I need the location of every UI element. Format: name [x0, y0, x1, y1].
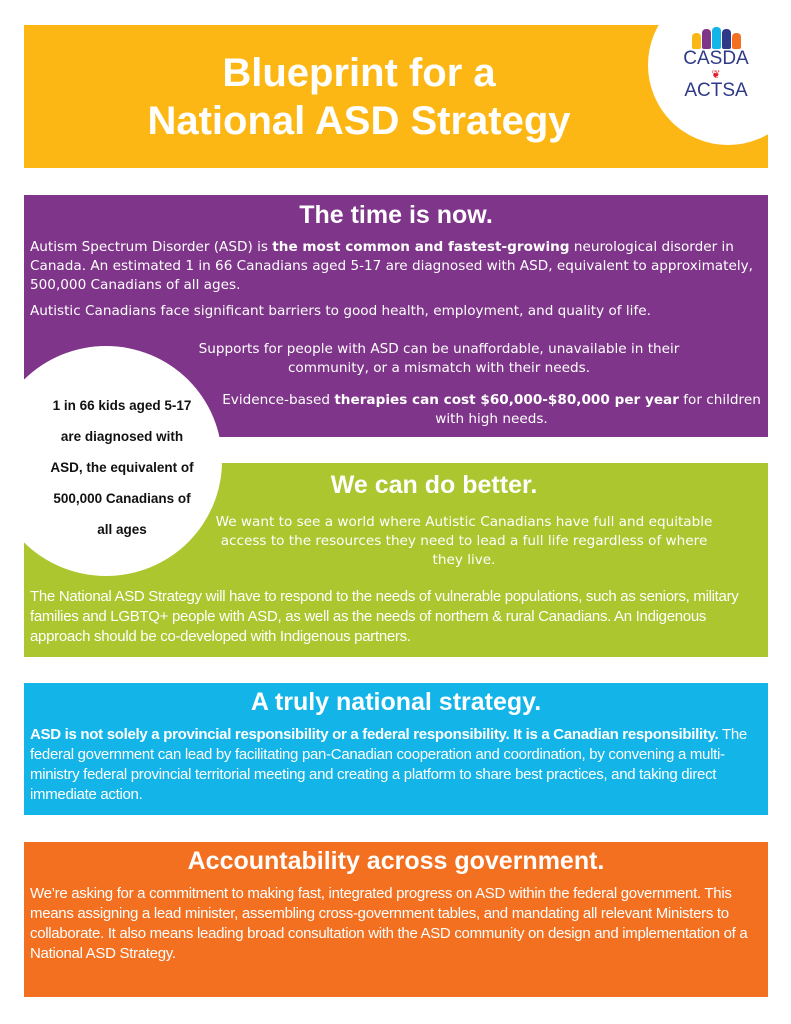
- paragraph: Supports for people with ASD can be unaffordable, unavailable in their community, or a mismatch with their needs.: [198, 341, 680, 376]
- paragraph: ASD is not solely a provincial responsibility or a federal responsibility. It is a Canadian responsibility. The federal government can lead by facilitating pan-Canadian cooperation and coordination, by convening a multi-ministry federal provincial territorial meeting and creating a platform to share best practices, and taking direct immediate action.: [30, 726, 747, 803]
- callout-text: 1 in 66 kids aged 5-17 are diagnosed with ASD, the equivalent of 500,000 Canadians of all ages: [50, 398, 194, 537]
- paragraph: The National ASD Strategy will have to respond to the needs of vulnerable populations, such as seniors, military families and LGBTQ+ people with ASD, as well as the needs of northern & rural Canadians. An Indigenous approach should be co-developed with Indigenous partners.: [30, 588, 739, 645]
- section-heading: A truly national strategy.: [250, 688, 542, 716]
- paragraph: We’re asking for a commitment to making fast, integrated progress on ASD within the federal government. This means assigning a lead minister, assembling cross-government tables, and mandating all relevant Ministers to collaborate. It also means leading broad consultation with the ASD community on design and implementation of a National ASD Strategy.: [30, 885, 748, 962]
- logo-text-casda: CASDA: [683, 48, 749, 69]
- title-line-1: Blueprint for a: [222, 51, 496, 95]
- section-national-strategy: [24, 683, 768, 815]
- section-heading: The time is now.: [299, 201, 493, 229]
- section-heading: We can do better.: [330, 471, 538, 499]
- people-icon: [666, 27, 766, 49]
- title-line-2: National ASD Strategy: [147, 99, 571, 143]
- page-margin: [0, 0, 24, 1024]
- header-banner: [24, 25, 768, 168]
- paragraph: We want to see a world where Autistic Canadians have full and equitable access to the resources they need to lead a full life regardless of where they live.: [215, 514, 713, 568]
- paragraph: Evidence-based therapies can cost $60,000-$80,000 per year for children with high needs.: [222, 392, 761, 427]
- section-heading: Accountability across government.: [187, 847, 605, 875]
- logo-text-actsa: ACTSA: [684, 80, 748, 101]
- page-title: [24, 49, 694, 145]
- paragraph: Autistic Canadians face significant barriers to good health, employment, and quality of life.: [30, 303, 651, 319]
- maple-leaf-icon: ❦: [711, 68, 721, 81]
- paragraph: Autism Spectrum Disorder (ASD) is the most common and fastest-growing neurological disorder in Canada. An estimated 1 in 66 Canadians aged 5-17 are diagnosed with ASD, equivalent to approximately, 500,000 Canadians of all ages.: [30, 239, 753, 293]
- casda-logo: [666, 27, 766, 101]
- section-accountability: [24, 842, 768, 997]
